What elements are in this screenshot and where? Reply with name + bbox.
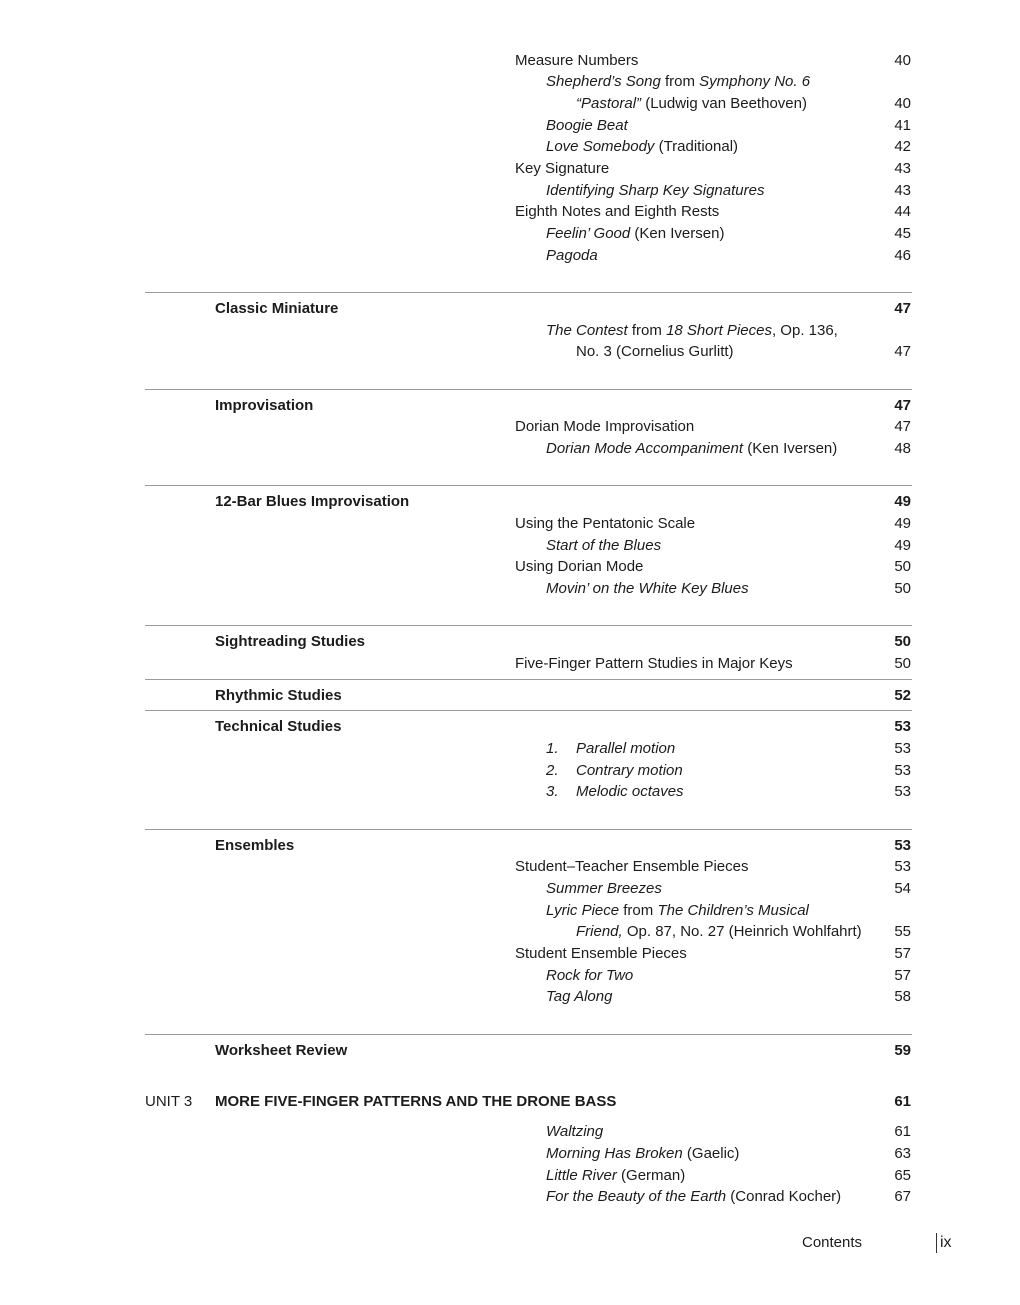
section-divider bbox=[145, 679, 912, 680]
toc-entry-dorian-improvisation: Dorian Mode Improvisation bbox=[515, 418, 695, 435]
toc-entry-identifying-sharp: Identifying Sharp Key Signatures bbox=[546, 182, 765, 199]
toc-entry-lyric-piece-cont: Friend, Op. 87, No. 27 (Heinrich Wohlfahrt) bbox=[576, 923, 862, 940]
section-heading-technical: Technical Studies bbox=[215, 718, 342, 735]
section-heading-worksheet-review: Worksheet Review bbox=[215, 1042, 348, 1059]
tech-item-number: 2. bbox=[546, 762, 559, 779]
page-number: 47 bbox=[894, 418, 911, 435]
page-number: 55 bbox=[894, 923, 911, 940]
toc-entry-student-teacher: Student–Teacher Ensemble Pieces bbox=[515, 858, 749, 875]
section-heading-blues-improvisation: 12-Bar Blues Improvisation bbox=[215, 493, 410, 510]
page-number: 53 bbox=[894, 762, 911, 779]
toc-entry-start-of-the-blues: Start of the Blues bbox=[546, 537, 662, 554]
toc-entry-pentatonic: Using the Pentatonic Scale bbox=[515, 515, 696, 532]
page-number: 54 bbox=[894, 880, 911, 897]
toc-entry-tag-along: Tag Along bbox=[546, 988, 613, 1005]
toc-entry-little-river: Little River (German) bbox=[546, 1167, 686, 1184]
section-divider bbox=[145, 625, 912, 626]
toc-entry-contrary-motion: Contrary motion bbox=[576, 762, 683, 779]
page-number: 67 bbox=[894, 1188, 911, 1205]
page-number: 57 bbox=[894, 945, 911, 962]
page-number: 46 bbox=[894, 247, 911, 264]
toc-entry-waltzing: Waltzing bbox=[546, 1123, 604, 1140]
page-number: 63 bbox=[894, 1145, 911, 1162]
toc-entry-shepherds-song: Shepherd’s Song from Symphony No. 6 bbox=[546, 73, 811, 90]
page-number: 53 bbox=[894, 718, 911, 735]
toc-entry-lyric-piece: Lyric Piece from The Children’s Musical bbox=[546, 902, 809, 919]
section-divider bbox=[145, 292, 912, 293]
section-divider bbox=[145, 389, 912, 390]
page-number: 43 bbox=[894, 182, 911, 199]
page-number: 50 bbox=[894, 558, 911, 575]
page-number: 47 bbox=[894, 343, 911, 360]
footer-label: Contents bbox=[802, 1234, 863, 1251]
unit-label: UNIT 3 bbox=[145, 1093, 193, 1110]
footer-page-number: ix bbox=[940, 1234, 952, 1251]
toc-entry-key-signature: Key Signature bbox=[515, 160, 610, 177]
section-heading-rhythmic: Rhythmic Studies bbox=[215, 687, 342, 704]
page-number: 53 bbox=[894, 740, 911, 757]
page-number: 53 bbox=[894, 837, 911, 854]
page-number: 53 bbox=[894, 858, 911, 875]
section-heading-classic-miniature: Classic Miniature bbox=[215, 300, 339, 317]
toc-entry-pagoda: Pagoda bbox=[546, 247, 598, 264]
toc-entry-melodic-octaves: Melodic octaves bbox=[576, 783, 684, 800]
toc-entry-five-finger: Five-Finger Pattern Studies in Major Keys bbox=[515, 655, 793, 672]
toc-entry-feelin-good: Feelin’ Good (Ken Iversen) bbox=[546, 225, 725, 242]
toc-entry-love-somebody: Love Somebody (Traditional) bbox=[546, 138, 739, 155]
toc-entry-the-contest: The Contest from 18 Short Pieces, Op. 136, bbox=[546, 322, 838, 339]
page-number: 61 bbox=[894, 1123, 911, 1140]
unit-heading: MORE FIVE-FINGER PATTERNS AND THE DRONE BASS bbox=[215, 1093, 617, 1110]
page-number: 57 bbox=[894, 967, 911, 984]
toc-entry-the-contest-cont: No. 3 (Cornelius Gurlitt) bbox=[576, 343, 734, 360]
page-number: 47 bbox=[894, 300, 911, 317]
section-heading-sightreading: Sightreading Studies bbox=[215, 633, 366, 650]
toc-entry-summer-breezes: Summer Breezes bbox=[546, 880, 662, 897]
page-number: 47 bbox=[894, 397, 911, 414]
page-number: 50 bbox=[894, 655, 911, 672]
toc-entry-measure-numbers: Measure Numbers bbox=[515, 52, 639, 69]
toc-entry-movin: Movin’ on the White Key Blues bbox=[546, 580, 749, 597]
page-number: 52 bbox=[894, 687, 911, 704]
toc-entry-boogie-beat: Boogie Beat bbox=[546, 117, 628, 134]
toc-entry-beauty-of-the-earth: For the Beauty of the Earth (Conrad Kocher) bbox=[546, 1188, 842, 1205]
page-number: 50 bbox=[894, 633, 911, 650]
page-number: 48 bbox=[894, 440, 911, 457]
section-heading-ensembles: Ensembles bbox=[215, 837, 295, 854]
toc-entry-using-dorian: Using Dorian Mode bbox=[515, 558, 644, 575]
page-number: 53 bbox=[894, 783, 911, 800]
section-divider bbox=[145, 710, 912, 711]
section-divider bbox=[145, 485, 912, 486]
page-number: 44 bbox=[894, 203, 911, 220]
page-number: 43 bbox=[894, 160, 911, 177]
footer-divider bbox=[936, 1233, 937, 1253]
page-number: 58 bbox=[894, 988, 911, 1005]
page-number: 40 bbox=[894, 52, 911, 69]
page-number: 42 bbox=[894, 138, 911, 155]
page-number: 45 bbox=[894, 225, 911, 242]
page-number: 49 bbox=[894, 537, 911, 554]
toc-entry-rock-for-two: Rock for Two bbox=[546, 967, 634, 984]
page-number: 50 bbox=[894, 580, 911, 597]
toc-entry-shepherds-song-cont: “Pastoral” (Ludwig van Beethoven) bbox=[576, 95, 807, 112]
page-number: 49 bbox=[894, 493, 911, 510]
page-number: 65 bbox=[894, 1167, 911, 1184]
section-heading-improvisation: Improvisation bbox=[215, 397, 314, 414]
toc-entry-morning-has-broken: Morning Has Broken (Gaelic) bbox=[546, 1145, 740, 1162]
toc-entry-parallel-motion: Parallel motion bbox=[576, 740, 676, 757]
page-number: 40 bbox=[894, 95, 911, 112]
page-number: 49 bbox=[894, 515, 911, 532]
page-number: 59 bbox=[894, 1042, 911, 1059]
page-number: 61 bbox=[894, 1093, 911, 1110]
section-divider bbox=[145, 1034, 912, 1035]
toc-entry-student-ensemble: Student Ensemble Pieces bbox=[515, 945, 687, 962]
tech-item-number: 1. bbox=[546, 740, 559, 757]
page-number: 41 bbox=[894, 117, 911, 134]
toc-entry-eighth-notes: Eighth Notes and Eighth Rests bbox=[515, 203, 720, 220]
toc-entry-dorian-accompaniment: Dorian Mode Accompaniment (Ken Iversen) bbox=[546, 440, 838, 457]
section-divider bbox=[145, 829, 912, 830]
tech-item-number: 3. bbox=[546, 783, 559, 800]
